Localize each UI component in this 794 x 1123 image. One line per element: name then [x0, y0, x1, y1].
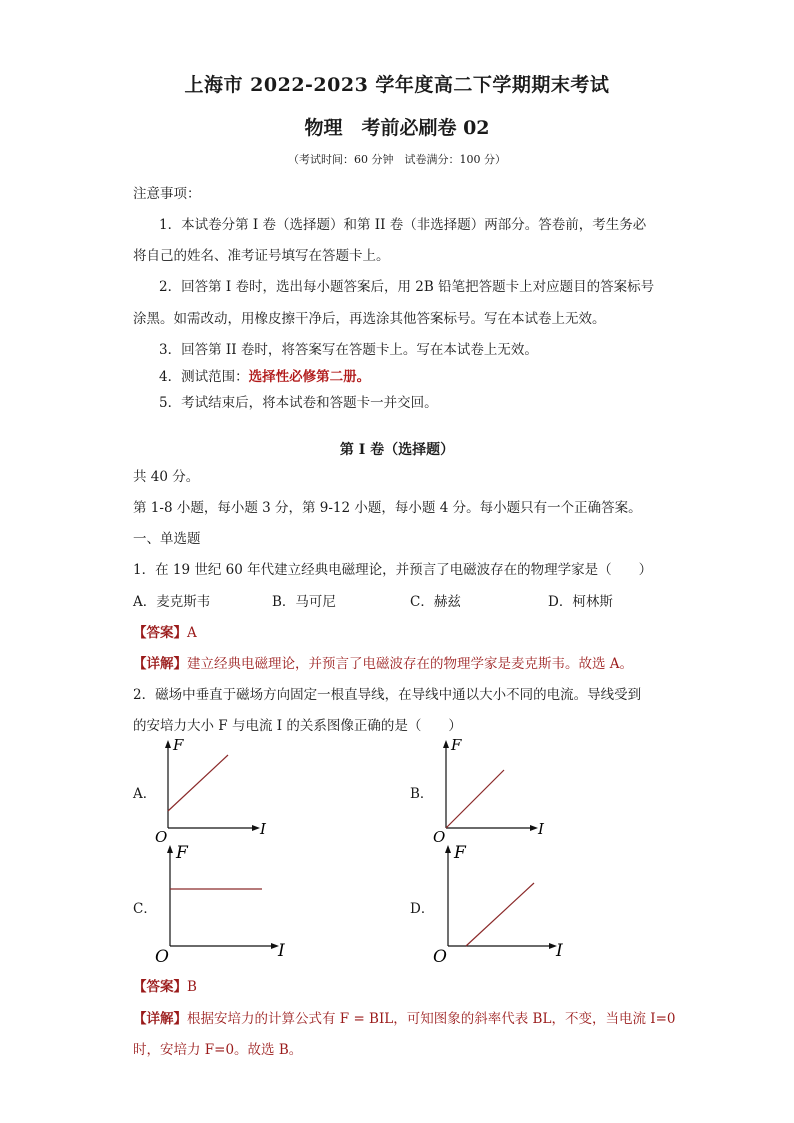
q2-stem-line1: 2．磁场中垂直于磁场方向固定一根直导线，在导线中通以大小不同的电流。导线受到 — [133, 687, 642, 703]
graph-b-label-i: I — [538, 820, 544, 838]
graph-c-origin: O — [155, 947, 169, 967]
q2-detail-tag: 【详解】 — [133, 1011, 187, 1027]
q2-option-d-label: D． — [410, 901, 435, 917]
q1-detail — [133, 652, 633, 672]
notice-item3: 3．回答第 II 卷时，将答案写在答题卡上。写在本试卷上无效。 — [159, 342, 538, 358]
graph-d-y-arrow — [445, 845, 451, 853]
q1-option-a: A．麦克斯韦 — [133, 594, 211, 610]
q2-option-c-label: C． — [133, 901, 157, 917]
notice-heading: 注意事项： — [133, 186, 201, 202]
part1-scoring: 第 1-8 小题，每小题 3 分，第 9-12 小题，每小题 4 分。每小题只有一个正确答案。 — [133, 500, 642, 516]
graph-a-label-f: F — [173, 736, 184, 754]
graph-a-line — [168, 755, 228, 811]
part1-total: 共 40 分。 — [133, 469, 200, 485]
graph-d-label-i: I — [556, 941, 563, 961]
graph-a-label-i: I — [260, 820, 266, 838]
notice-item4 — [159, 365, 370, 385]
part1-heading: 第 I 卷（选择题） — [339, 442, 455, 458]
q2-detail-line1 — [133, 1007, 675, 1027]
part1-type: 一、单选题 — [133, 531, 201, 547]
q2-option-a-label: A． — [133, 786, 157, 802]
q2-graph-c — [152, 840, 302, 968]
notice-item5: 5．考试结束后，将本试卷和答题卡一并交回。 — [159, 395, 438, 411]
graph-b-line — [446, 770, 504, 828]
q2-detail-text1: 根据安培力的计算公式有 F = BIL，可知图象的斜率代表 BL，不变，当电流 I=0 — [187, 1011, 676, 1027]
graph-b-origin: O — [433, 828, 446, 846]
graph-a-x-arrow — [252, 825, 260, 831]
notice-item1-line1: 1．本试卷分第 I 卷（选择题）和第 II 卷（非选择题）两部分。答卷前，考生务必 — [159, 217, 647, 233]
graph-b-label-f: F — [451, 736, 462, 754]
exam-subtitle: 物理 考前必刷卷 02 — [304, 117, 490, 139]
exam-meta: （考试时间：60 分钟 试卷满分：100 分） — [288, 153, 506, 166]
notice-item2-line1: 2．回答第 I 卷时，选出每小题答案后，用 2B 铅笔把答题卡上对应题目的答案标号 — [159, 279, 655, 295]
q2-answer — [133, 975, 197, 995]
graph-c-label-i: I — [278, 941, 285, 961]
q1-stem: 1．在 19 世纪 60 年代建立经典电磁理论，并预言了电磁波存在的物理学家是（ ） — [133, 562, 653, 578]
q1-answer-value: A — [187, 625, 197, 641]
q1-answer-tag: 【答案】 — [133, 625, 187, 641]
exam-title: 上海市 2022-2023 学年度高二下学期期末考试 — [184, 74, 610, 96]
graph-d-line — [466, 883, 534, 946]
q2-graph-a — [152, 736, 282, 846]
notice-item4-scope: 选择性必修第二册。 — [248, 369, 371, 385]
graph-d-label-f: F — [454, 843, 466, 863]
graph-c-label-f: F — [176, 843, 188, 863]
graph-c-y-arrow — [167, 845, 173, 853]
q2-graph-d — [430, 840, 580, 968]
q2-detail-line2: 时，安培力 F=0。故选 B。 — [133, 1042, 303, 1058]
q2-graph-b — [430, 736, 560, 846]
notice-item2-line2: 涂黑。如需改动，用橡皮擦干净后，再选涂其他答案标号。写在本试卷上无效。 — [133, 311, 606, 327]
q1-option-d: D．柯林斯 — [548, 594, 613, 610]
graph-a-origin: O — [155, 828, 168, 846]
q1-answer — [133, 621, 197, 641]
q1-option-c: C．赫兹 — [410, 594, 461, 610]
graph-b-y-arrow — [443, 740, 449, 748]
notice-item4-prefix: 4．测试范围： — [159, 369, 249, 385]
graph-d-origin: O — [433, 947, 447, 967]
q2-answer-value: B — [187, 979, 197, 995]
q1-detail-tag: 【详解】 — [133, 656, 187, 672]
q2-option-b-label: B． — [410, 786, 434, 802]
graph-a-y-arrow — [165, 740, 171, 748]
q1-option-b: B．马可尼 — [272, 594, 336, 610]
q2-stem-line2: 的安培力大小 F 与电流 I 的关系图像正确的是（ ） — [133, 718, 462, 734]
graph-b-x-arrow — [530, 825, 538, 831]
q1-detail-text: 建立经典电磁理论，并预言了电磁波存在的物理学家是麦克斯韦。故选 A。 — [187, 656, 634, 672]
q2-answer-tag: 【答案】 — [133, 979, 187, 995]
notice-item1-line2: 将自己的姓名、准考证号填写在答题卡上。 — [133, 248, 390, 264]
